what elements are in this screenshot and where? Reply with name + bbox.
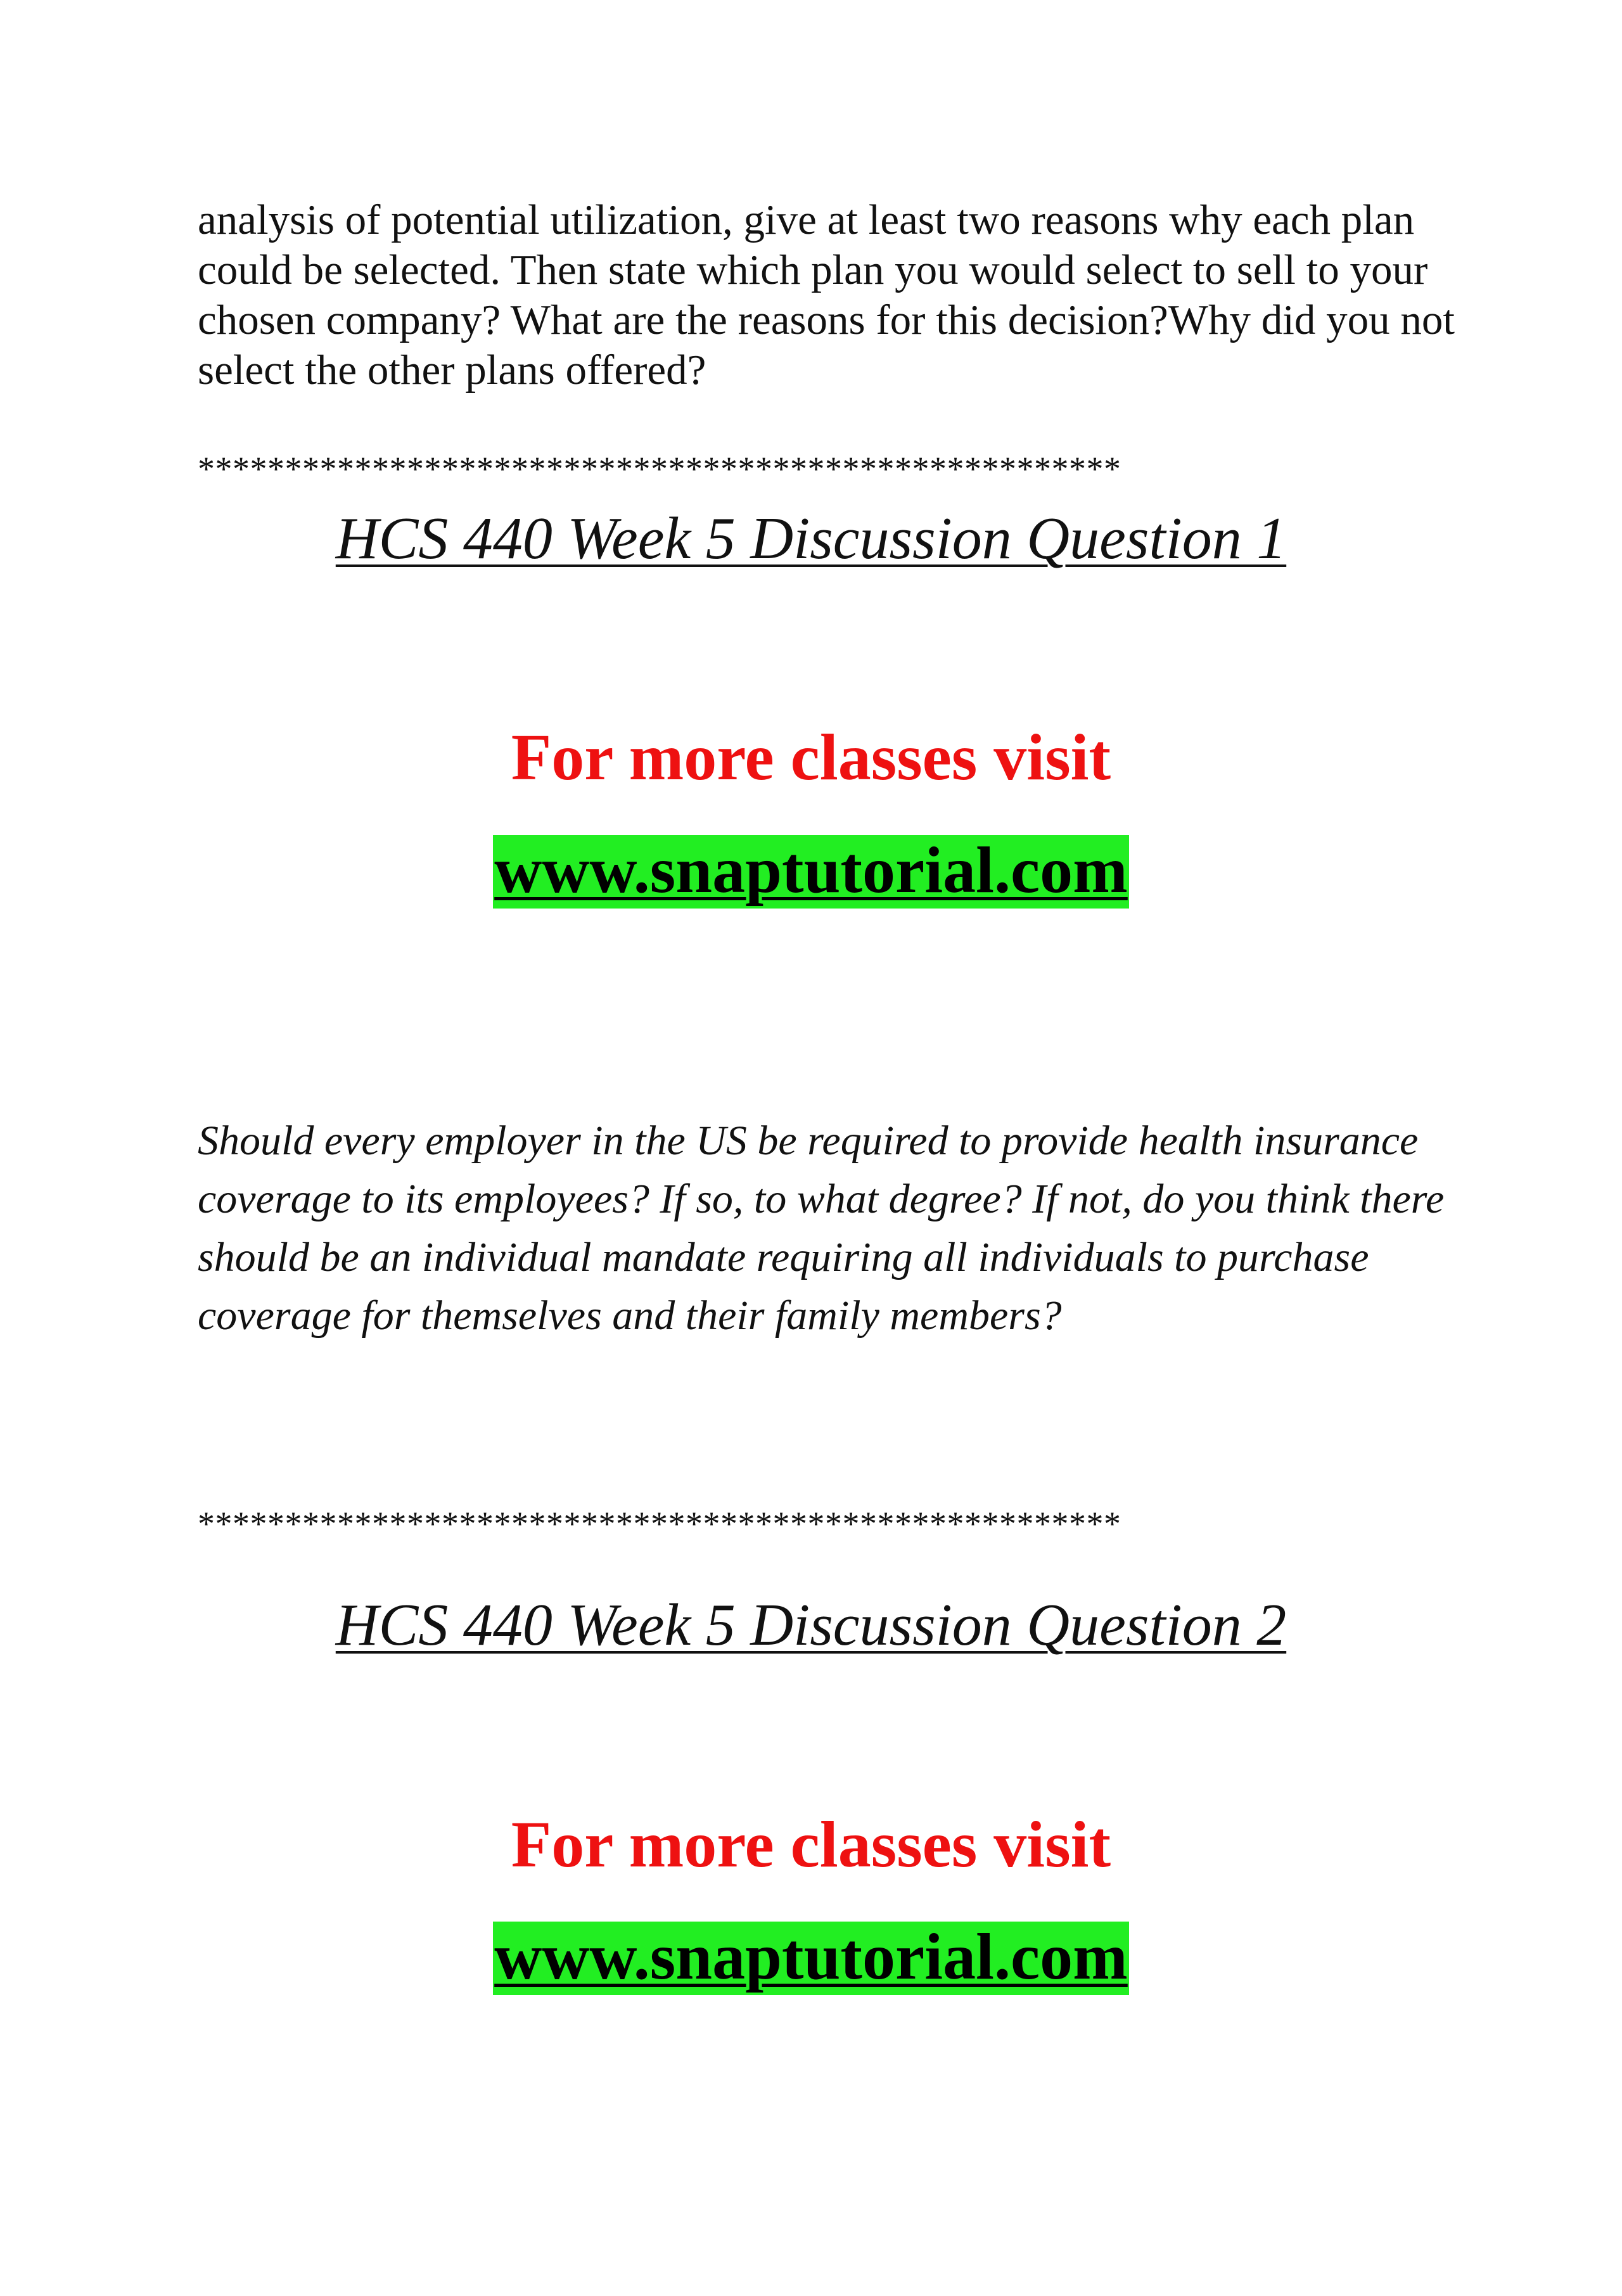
separator-line-2: ***************************************************** xyxy=(198,1505,1121,1543)
discussion-question-1: Should every employer in the US be required to provide health insurance coverage to its employees? If so, to what degree? If not, do you think there should be an individual mandate requiring all individuals to purchase coverage for themselves and their family members? xyxy=(198,1118,1445,1339)
promo-text-2: For more classes visit xyxy=(511,1808,1111,1881)
promo-link-row-2 xyxy=(0,1922,1622,1995)
separator-line-1: ***************************************************** xyxy=(198,450,1121,488)
section-heading-1-text: HCS 440 Week 5 Discussion Question 1 xyxy=(335,506,1287,571)
section-heading-1 xyxy=(0,504,1622,573)
snaptutorial-link-2[interactable]: www.snaptutorial.com xyxy=(493,1922,1129,1995)
section-heading-2-text: HCS 440 Week 5 Discussion Question 2 xyxy=(335,1592,1287,1658)
promo-text-1: For more classes visit xyxy=(511,721,1111,794)
promo-link-row-1 xyxy=(0,835,1622,909)
intro-paragraph: analysis of potential utilization, give at least two reasons why each plan could be selected. Then state which plan you would select to sell to your chosen company? What are the reasons for this decision?Why did you not select the other plans offered? xyxy=(198,196,1455,393)
snaptutorial-link-1[interactable]: www.snaptutorial.com xyxy=(493,835,1129,909)
section-heading-2 xyxy=(0,1590,1622,1660)
